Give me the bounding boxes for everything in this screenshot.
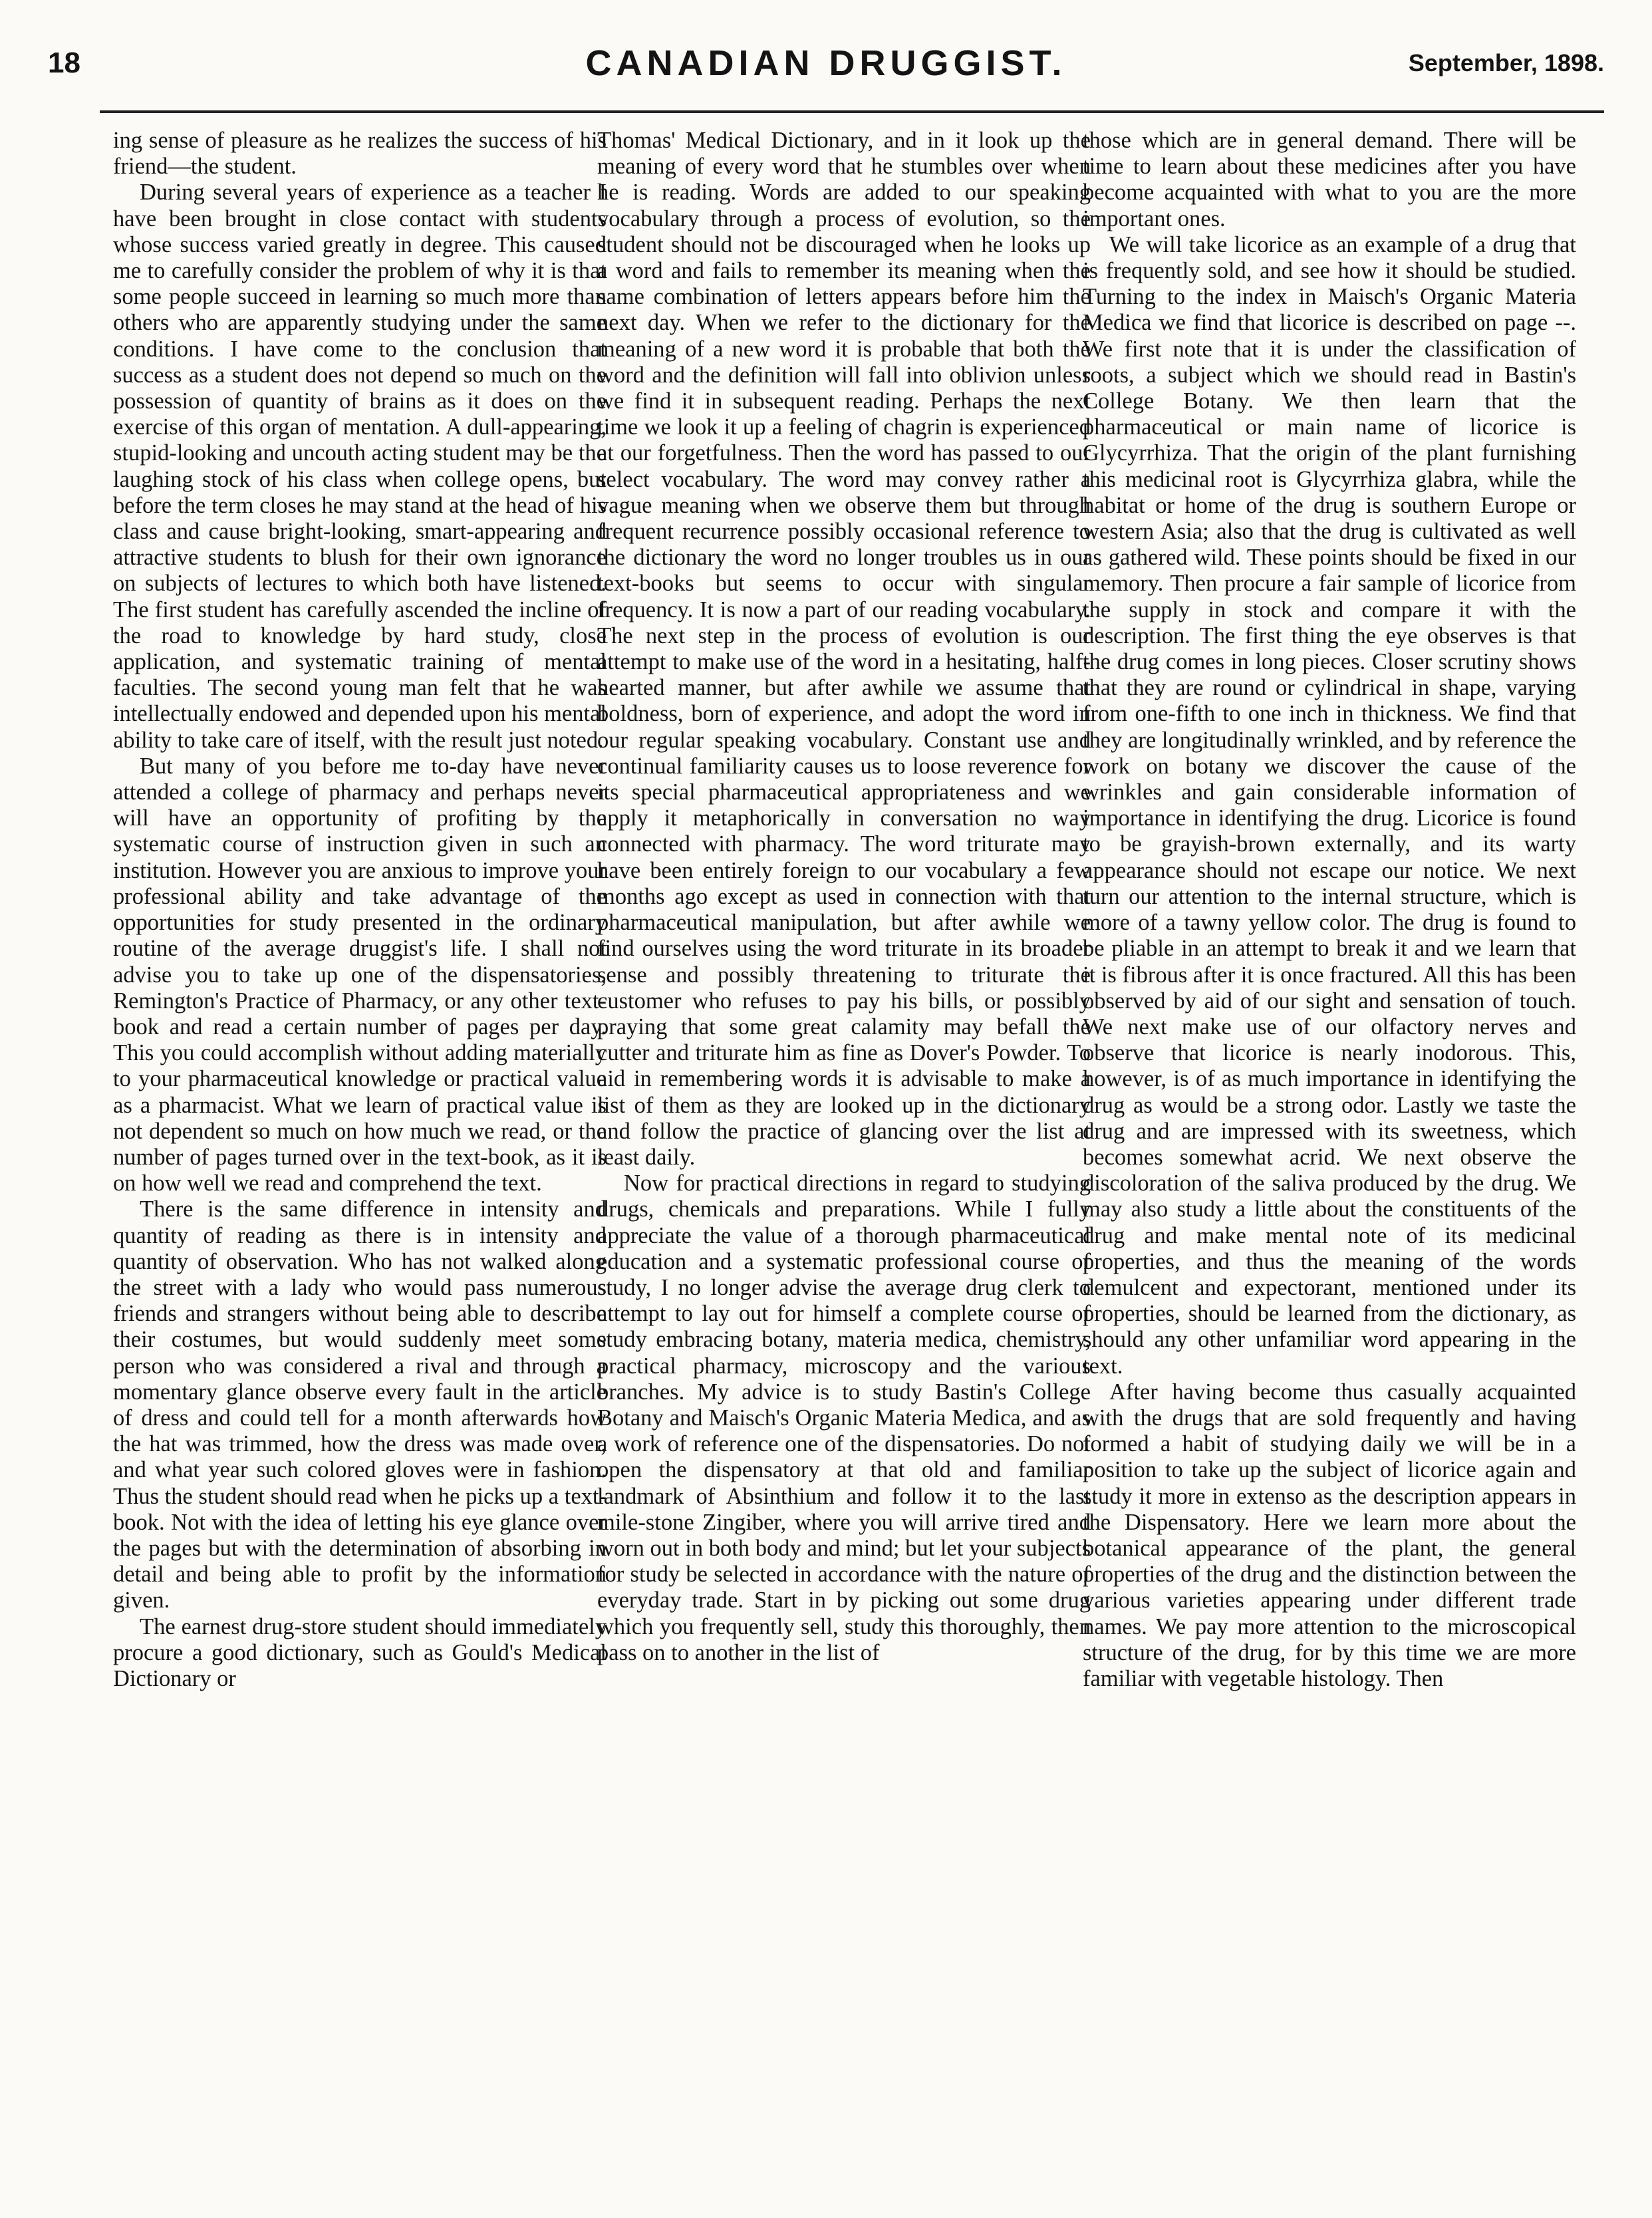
paragraph: The earnest drug-store student should immediately procure a good dictionary, such as Gould's Medical Dictionary or bbox=[113, 1613, 607, 1691]
paragraph: those which are in general demand. There will be time to learn about these medicines after you have become acquainted with what to you are the more important ones. bbox=[1083, 128, 1576, 231]
paragraph: After having become thus casually acquainted with the drugs that are sold frequently and having formed a habit of studying daily we will be in a position to take up the subject of licorice again and study it more in extenso as the description appears in the Dispensatory. Here we learn more about the botanical appearance of the plant, the general properties of the drug and the distinction between the various varieties appearing under different trade names. We pay more attention to the microscopical structure of the drug, for by this time we are more familiar with vegetable histology. Then bbox=[1083, 1379, 1576, 1691]
issue-date: September, 1898. bbox=[1408, 49, 1604, 76]
paragraph: Thomas' Medical Dictionary, and in it look up the meaning of every word that he stumbles over when he is reading. Words are added to our speaking vocabulary through a process of evolution, so the student should not be discouraged when he looks up a word and fails to remember its meaning when the same combination of letters appears before him the next day. When we refer to the dictionary for the meaning of a new word it is probable that both the word and the definition will fall into oblivion unless we find it in subsequent reading. Perhaps the next time we look it up a feeling of chagrin is experienced at our forgetfulness. Then the word has passed to our select vocabulary. The word may convey rather a vague meaning when we observe them but through frequent recurrence possibly occasional reference to the dictionary the word no longer troubles us in our text-books but seems to occur with singular frequency. It is now a part of our reading vocabulary. The next step in the process of evolution is our attempt to make use of the word in a hesitating, half-hearted manner, but after awhile we assume that boldness, born of experience, and adopt the word in our regular speaking vocabulary. Constant use and continual familiarity causes us to loose reverence for its special pharmaceutical appropriateness and we apply it metaphorically in conversation no way connected with pharmacy. The word triturate may have been entirely foreign to our vocabulary a few months ago except as used in connection with that pharmaceutical manipulation, but after awhile we find ourselves using the word triturate in its broader sense and possibly threatening to triturate the customer who refuses to pay his bills, or possibly praying that some great calamity may befall the cutter and triturate him as fine as Dover's Powder. To aid in remembering words it is advisable to make a list of them as they are looked up in the dictionary and follow the practice of glancing over the list at least daily. bbox=[597, 128, 1091, 1170]
paragraph: During several years of experience as a teacher I have been brought in close contact with students whose success varied greatly in degree. This caused me to carefully consider the problem of why it is that some people succeed in learning so much more than others who are apparently studying under the same conditions. I have come to the conclusion that success as a student does not depend so much on the possession of quantity of brains as it does on the exercise of this organ of mentation. A dull-appearing, stupid-looking and uncouth acting student may be the laughing stock of his class when college opens, but before the term closes he may stand at the head of his class and cause bright-looking, smart-appearing and attractive students to blush for their own ignorance on subjects of lectures to which both have listened. The first student has carefully ascended the incline of the road to knowledge by hard study, close application, and systematic training of mental faculties. The second young man felt that he was intellectually endowed and depended upon his mental ability to take care of itself, with the result just noted. bbox=[113, 180, 607, 753]
header-rule bbox=[100, 110, 1604, 113]
paragraph: ing sense of pleasure as he realizes the success of his friend—the student. bbox=[113, 128, 607, 180]
text-column-1 bbox=[113, 128, 607, 2169]
paragraph: Now for practical directions in regard to studying drugs, chemicals and preparations. While I fully appreciate the value of a thorough pharmaceutical education and a systematic professional course of study, I no longer advise the average drug clerk to attempt to lay out for himself a complete course of study embracing botany, materia medica, chemistry, practical pharmacy, microscopy and the various branches. My advice is to study Bastin's College Botany and Maisch's Organic Materia Medica, and as a work of reference one of the dispensatories. Do not open the dispensatory at that old and familiar landmark of Absinthium and follow it to the last mile-stone Zingiber, where you will arrive tired and worn out in both body and mind; but let your subjects for study be selected in accordance with the nature of everyday trade. Start in by picking out some drug which you frequently sell, study this thoroughly, then pass on to another in the list of bbox=[597, 1171, 1091, 1665]
journal-title: CANADIAN DRUGGIST. bbox=[585, 43, 1067, 83]
text-column-2 bbox=[597, 128, 1091, 2169]
page-header bbox=[48, 35, 1604, 98]
paragraph: There is the same difference in intensity and quantity of reading as there is in intensity and quantity of observation. Who has not walked along the street with a lady who would pass numerous friends and strangers without being able to describe their costumes, but would suddenly meet some person who was considered a rival and through a momentary glance observe every fault in the article of dress and could tell for a month afterwards how the hat was trimmed, how the dress was made over, and what year such colored gloves were in fashion. Thus the student should read when he picks up a text-book. Not with the idea of letting his eye glance over the pages but with the determination of absorbing in detail and being able to profit by the information given. bbox=[113, 1196, 607, 1613]
page-number: 18 bbox=[48, 47, 80, 79]
paragraph: We will take licorice as an example of a drug that is frequently sold, and see how it should be studied. Turning to the index in Maisch's Organic Materia Medica we find that licorice is described on page --. We first note that it is under the classification of roots, a subject which we should read in Bastin's College Botany. We then learn that the pharmaceutical or main name of licorice is Glycyrrhiza. That the origin of the plant furnishing this medicinal root is Glycyrrhiza glabra, while the habitat or home of the drug is southern Europe or western Asia; also that the drug is cultivated as well as gathered wild. These points should be fixed in our memory. Then procure a fair sample of licorice from the supply in stock and compare it with the description. The first thing the eye observes is that the drug comes in long pieces. Closer scrutiny shows that they are round or cylindrical in shape, varying from one-fifth to one inch in thickness. We find that they are longitudinally wrinkled, and by reference the work on botany we discover the cause of the wrinkles and gain considerable information of importance in identifying the drug. Licorice is found to be grayish-brown externally, and its warty appearance should not escape our notice. We next turn our attention to the internal structure, which is more of a tawny yellow color. The drug is found to be pliable in an attempt to break it and we learn that it is fibrous after it is once fractured. All this has been observed by aid of our sight and sensation of touch. We next make use of our olfactory nerves and observe that licorice is nearly inodorous. This, however, is of as much importance in identifying the drug as would be a strong odor. Lastly we taste the drug and are impressed with its sweetness, which becomes somewhat acrid. We next observe the discoloration of the saliva produced by the drug. We may also study a little about the constituents of the drug and make mental note of its medicinal properties, and thus the meaning of the words demulcent and expectorant, mentioned under its properties, should be learned from the dictionary, as should any other unfamiliar word appearing in the text. bbox=[1083, 231, 1576, 1379]
paragraph: But many of you before me to-day have never attended a college of pharmacy and perhaps never will have an opportunity of profiting by the systematic course of instruction given in such an institution. However you are anxious to improve your professional ability and take advantage of the opportunities for study presented in the ordinary routine of the average druggist's life. I shall not advise you to take up one of the dispensatories, Remington's Practice of Pharmacy, or any other text-book and read a certain number of pages per day. This you could accomplish without adding materially to your pharmaceutical knowledge or practical value as a pharmacist. What we learn of practical value is not dependent so much on how much we read, or the number of pages turned over in the text-book, as it is on how well we read and comprehend the text. bbox=[113, 753, 607, 1196]
text-column-3 bbox=[1083, 128, 1576, 2169]
